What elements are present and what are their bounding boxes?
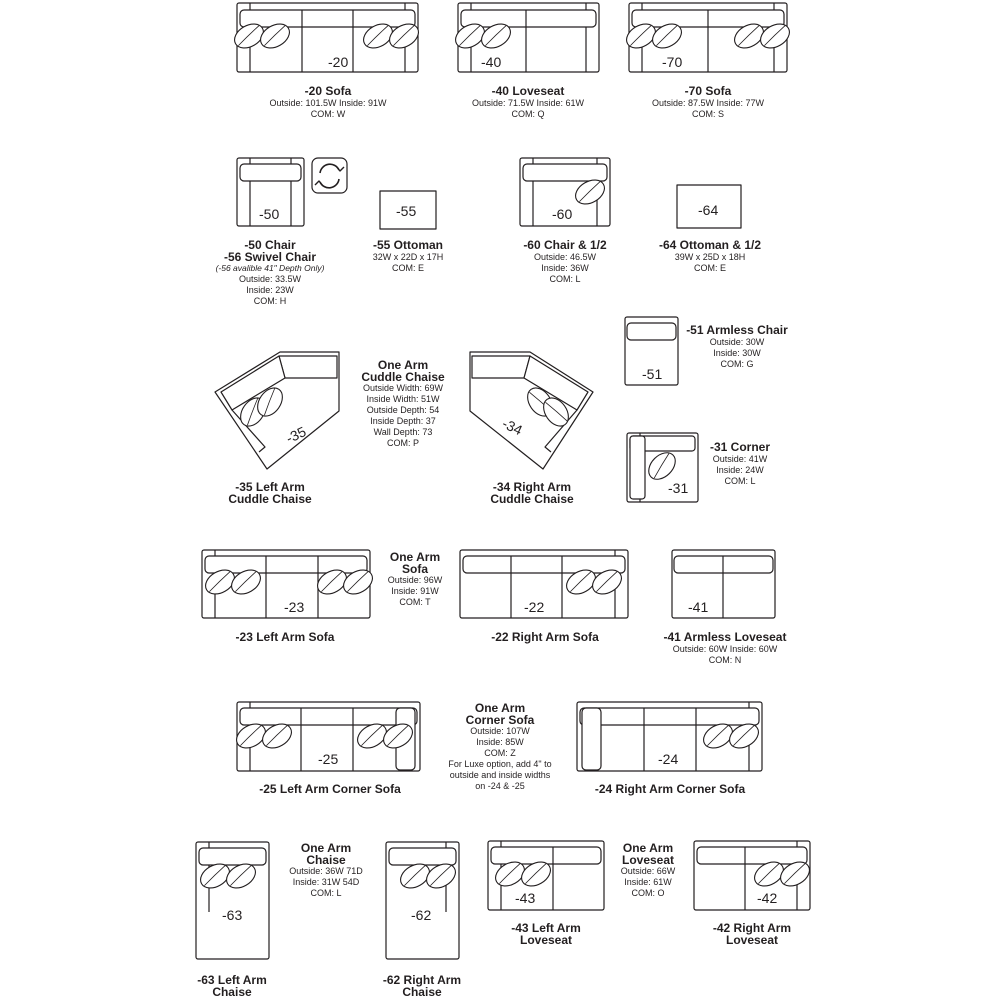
piece-code-label: -20 bbox=[328, 54, 349, 70]
caption-63 bbox=[172, 975, 292, 998]
spec-line: Outside: 87.5W Inside: 77W bbox=[651, 97, 765, 108]
caption-51 bbox=[672, 325, 802, 370]
spec-line: Inside: 23W bbox=[246, 285, 294, 295]
piece-title-2: Chaise bbox=[402, 984, 442, 999]
piece-25-drawing bbox=[232, 702, 420, 771]
group-title-2: Chaise bbox=[306, 852, 346, 867]
spec-line: For Luxe option, add 4" to bbox=[448, 759, 552, 769]
caption-43 bbox=[488, 923, 604, 946]
spec-line: Outside: 107W bbox=[470, 726, 530, 736]
caption-70 bbox=[610, 86, 806, 120]
piece-title: -62 Right Arm bbox=[382, 973, 462, 987]
spec-line: COM: Z bbox=[484, 748, 516, 758]
piece-41-drawing bbox=[672, 550, 775, 618]
piece-title: -41 Armless Loveseat bbox=[663, 630, 787, 644]
spec-line: COM: L bbox=[724, 475, 756, 486]
spec-line: COM: H bbox=[253, 296, 287, 306]
piece-code-label: -50 bbox=[259, 206, 280, 222]
piece-title-2: Chaise bbox=[212, 984, 252, 999]
spec-line: Inside Width: 51W bbox=[366, 394, 440, 404]
spec-line: COM: E bbox=[693, 262, 726, 273]
spec-line: COM: G bbox=[720, 358, 754, 369]
piece-code-label: -55 bbox=[396, 203, 417, 219]
spec-line: Wall Depth: 73 bbox=[373, 427, 433, 437]
spec-line: Outside Width: 69W bbox=[362, 383, 444, 393]
piece-code-label: -70 bbox=[662, 54, 683, 70]
caption-62 bbox=[362, 975, 482, 998]
caption-40 bbox=[428, 86, 628, 120]
spec-line: COM: O bbox=[631, 888, 665, 898]
spec-line: Outside: 33.5W bbox=[238, 274, 302, 284]
piece-title: -51 Armless Chair bbox=[686, 323, 788, 337]
group-title: One Arm bbox=[377, 358, 429, 372]
caption-22 bbox=[460, 632, 630, 644]
piece-62-drawing bbox=[386, 842, 460, 959]
availability-note: (-56 avalible 41" Depth Only) bbox=[215, 263, 325, 273]
piece-code-label: -42 bbox=[757, 890, 778, 906]
group-title-2: Corner Sofa bbox=[465, 712, 535, 727]
spec-line: on -24 & -25 bbox=[475, 781, 525, 791]
piece-code-label: -60 bbox=[552, 206, 573, 222]
group-one-arm-sofa bbox=[370, 552, 460, 608]
piece-31-drawing bbox=[627, 433, 698, 502]
spec-line: Outside: 96W bbox=[387, 575, 443, 585]
caption-35 bbox=[210, 482, 330, 505]
caption-23 bbox=[200, 632, 370, 644]
spec-line: Inside: 91W bbox=[391, 586, 439, 596]
spec-line: Outside: 41W bbox=[712, 453, 768, 464]
spec-line: COM: L bbox=[310, 888, 342, 898]
swivel-icon bbox=[312, 158, 347, 193]
piece-code-label: -63 bbox=[222, 907, 243, 923]
piece-title: -40 Loveseat bbox=[491, 84, 565, 98]
piece-title: -23 Left Arm Sofa bbox=[235, 630, 335, 644]
spec-line: COM: W bbox=[310, 108, 346, 119]
spec-line: COM: Q bbox=[511, 108, 545, 119]
spec-line: Outside: 66W bbox=[620, 866, 676, 876]
spec-line: 39W x 25D x 18H bbox=[674, 251, 746, 262]
caption-60 bbox=[500, 240, 630, 285]
spec-line: Outside: 36W 71D bbox=[289, 866, 363, 876]
piece-code-label: -62 bbox=[411, 907, 432, 923]
group-corner-sofa bbox=[436, 703, 564, 792]
piece-70-drawing bbox=[622, 3, 793, 72]
piece-title-2: Loveseat bbox=[519, 932, 573, 947]
spec-line: Inside: 85W bbox=[476, 737, 524, 747]
piece-code-label: -24 bbox=[658, 751, 679, 767]
spec-line: Outside: 30W bbox=[709, 336, 765, 347]
piece-35-drawing bbox=[215, 352, 339, 469]
piece-code-label: -23 bbox=[284, 599, 305, 615]
piece-43-drawing bbox=[488, 841, 604, 910]
spec-line: COM: P bbox=[386, 438, 419, 448]
caption-50 bbox=[200, 240, 340, 307]
spec-line: Inside: 61W bbox=[624, 877, 672, 887]
caption-34 bbox=[472, 482, 592, 505]
piece-title: -34 Right Arm bbox=[492, 480, 572, 494]
spec-line: Inside: 36W bbox=[541, 262, 589, 273]
caption-42 bbox=[694, 923, 810, 946]
piece-23-drawing bbox=[201, 550, 376, 618]
spec-line: Inside: 31W 54D bbox=[292, 877, 360, 887]
spec-line: Inside: 24W bbox=[716, 464, 764, 475]
piece-title: -22 Right Arm Sofa bbox=[491, 630, 599, 644]
caption-64 bbox=[640, 240, 780, 274]
piece-code-label: -34 bbox=[499, 415, 525, 439]
piece-title: -20 Sofa bbox=[304, 84, 352, 98]
caption-41 bbox=[640, 632, 810, 666]
piece-code-label: -31 bbox=[668, 480, 689, 496]
caption-25 bbox=[225, 784, 435, 796]
piece-50-drawing bbox=[237, 158, 304, 226]
piece-title-2: Cuddle Chaise bbox=[228, 491, 312, 506]
piece-20-drawing bbox=[230, 3, 422, 72]
piece-title: -50 Chair bbox=[244, 238, 296, 252]
piece-code-label: -51 bbox=[642, 366, 663, 382]
group-title: One Arm bbox=[389, 550, 441, 564]
spec-line: COM: E bbox=[391, 262, 424, 273]
piece-title: -60 Chair & 1/2 bbox=[523, 238, 607, 252]
spec-line: 32W x 22D x 17H bbox=[372, 251, 444, 262]
spec-line: COM: T bbox=[399, 597, 431, 607]
group-cuddle-chaise bbox=[340, 360, 466, 449]
piece-title: -64 Ottoman & 1/2 bbox=[658, 238, 762, 252]
spec-line: Inside: 30W bbox=[713, 347, 761, 358]
piece-42-drawing bbox=[694, 841, 814, 910]
piece-title-2: Loveseat bbox=[725, 932, 779, 947]
piece-title: -55 Ottoman bbox=[372, 238, 443, 252]
piece-code-label: -43 bbox=[515, 890, 536, 906]
piece-22-drawing bbox=[460, 550, 628, 618]
group-title: One Arm bbox=[300, 841, 352, 855]
group-title: One Arm bbox=[622, 841, 674, 855]
group-title: One Arm bbox=[474, 701, 526, 715]
piece-title: -25 Left Arm Corner Sofa bbox=[259, 782, 401, 796]
piece-60-drawing bbox=[520, 158, 610, 226]
spec-line: outside and inside widths bbox=[449, 770, 551, 780]
piece-code-label: -64 bbox=[698, 202, 719, 218]
group-one-arm-loveseat bbox=[608, 843, 688, 899]
group-title-2: Loveseat bbox=[621, 852, 675, 867]
piece-title-2: Cuddle Chaise bbox=[490, 491, 574, 506]
caption-20 bbox=[230, 86, 426, 120]
piece-title: -63 Left Arm bbox=[197, 973, 267, 987]
piece-34-drawing bbox=[470, 352, 593, 469]
group-title-2: Sofa bbox=[401, 561, 428, 576]
spec-line: COM: L bbox=[549, 273, 581, 284]
piece-code-label: -41 bbox=[688, 599, 709, 615]
piece-55-drawing bbox=[380, 191, 436, 229]
caption-31 bbox=[690, 442, 790, 487]
piece-code-label: -40 bbox=[481, 54, 502, 70]
spec-line: Inside Depth: 37 bbox=[370, 416, 436, 426]
piece-code-label: -22 bbox=[524, 599, 545, 615]
group-one-arm-chaise bbox=[276, 843, 376, 899]
piece-51-drawing bbox=[625, 317, 678, 385]
caption-55 bbox=[348, 240, 468, 274]
spec-line: Outside: 71.5W Inside: 61W bbox=[471, 97, 585, 108]
piece-40-drawing bbox=[451, 3, 599, 72]
piece-title: -31 Corner bbox=[709, 440, 771, 454]
piece-title: -70 Sofa bbox=[684, 84, 732, 98]
piece-code-label: -35 bbox=[283, 423, 309, 447]
piece-64-drawing bbox=[677, 185, 741, 228]
spec-line: COM: N bbox=[708, 654, 742, 665]
spec-line: Outside Depth: 54 bbox=[366, 405, 440, 415]
caption-24 bbox=[565, 784, 775, 796]
piece-24-drawing bbox=[577, 702, 763, 771]
piece-title: -24 Right Arm Corner Sofa bbox=[594, 782, 746, 796]
spec-line: Outside: 101.5W Inside: 91W bbox=[269, 97, 387, 108]
spec-line: Outside: 60W Inside: 60W bbox=[672, 643, 778, 654]
piece-title: -42 Right Arm bbox=[712, 921, 792, 935]
piece-title-2: -56 Swivel Chair bbox=[223, 249, 317, 264]
spec-line: Outside: 46.5W bbox=[533, 251, 597, 262]
piece-code-label: -25 bbox=[318, 751, 339, 767]
piece-63-drawing bbox=[196, 842, 269, 959]
piece-title: -35 Left Arm bbox=[235, 480, 305, 494]
spec-line: COM: S bbox=[691, 108, 724, 119]
group-title-2: Cuddle Chaise bbox=[361, 369, 445, 384]
piece-title: -43 Left Arm bbox=[511, 921, 581, 935]
